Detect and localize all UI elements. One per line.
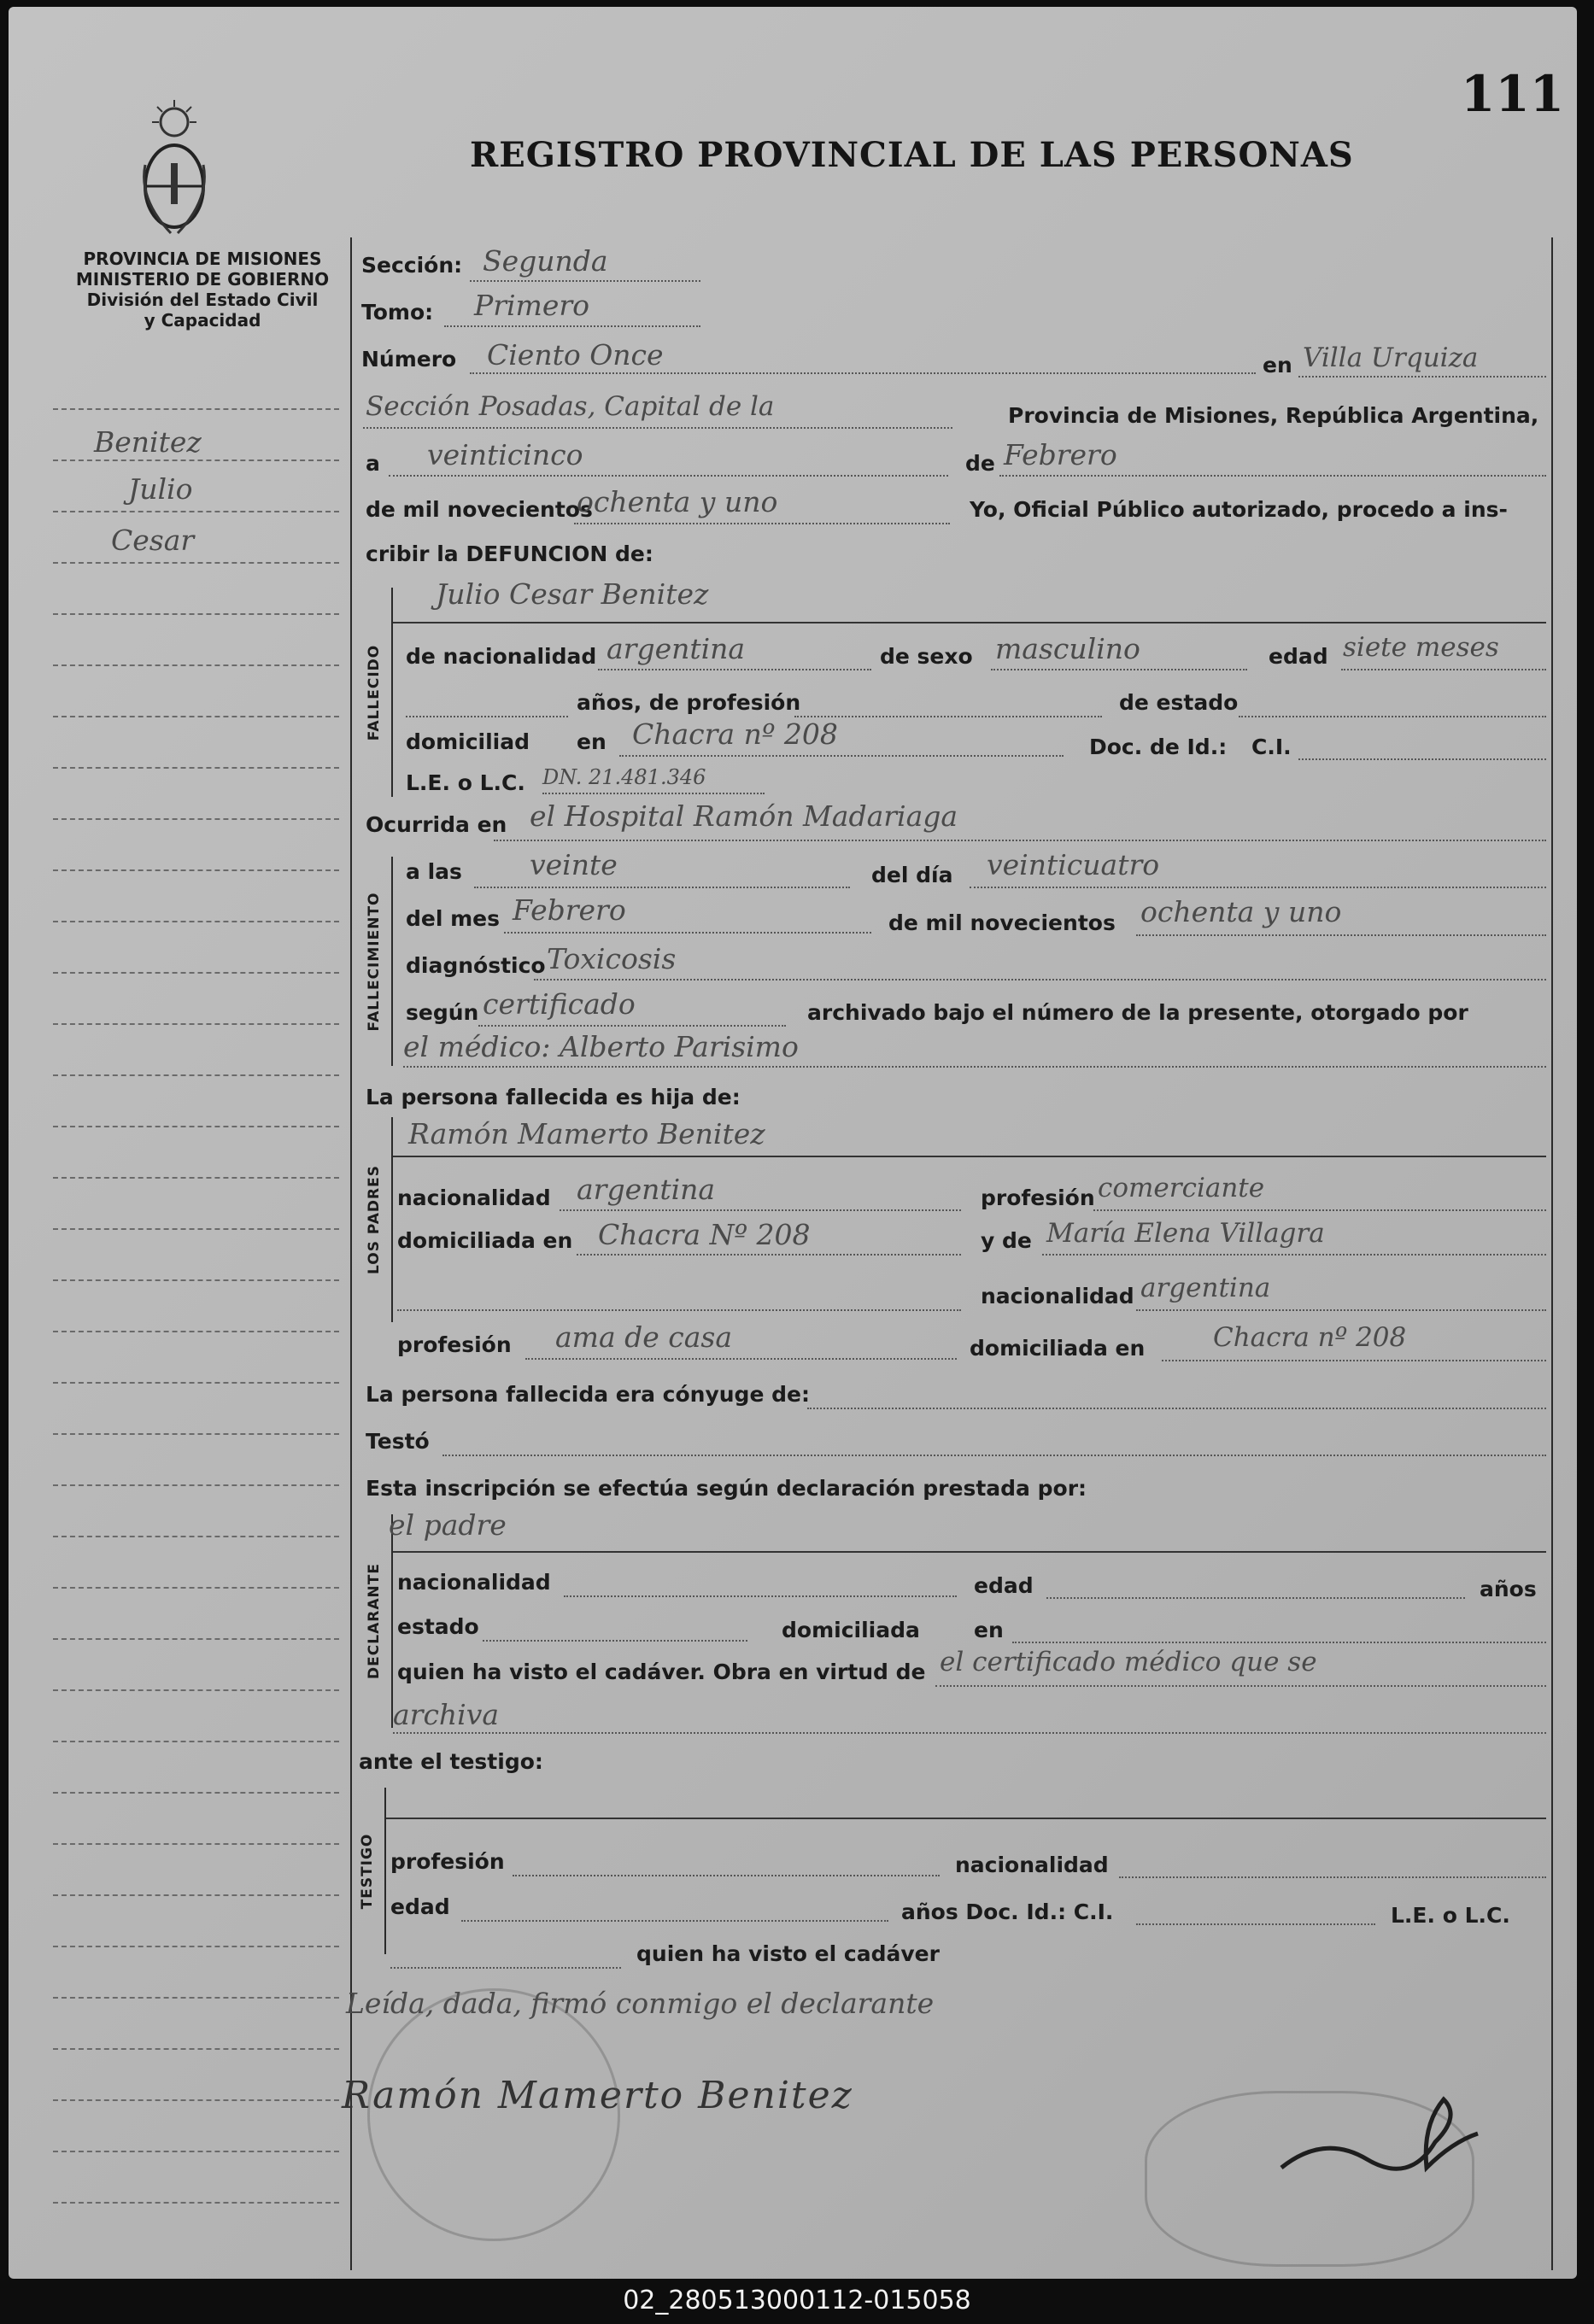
label-madre-domicilio: domiciliada en [970,1336,1146,1361]
label-ante-testigo: ante el testigo: [359,1749,543,1774]
org-line-1: PROVINCIA DE MISIONES [83,249,322,269]
label-testigo-nacionalidad: nacionalidad [955,1853,1109,1877]
label-madre-profesion: profesión [397,1332,512,1357]
label-conyuge: La persona fallecida era cónyuge de: [366,1382,810,1407]
label-inscripcion: Esta inscripción se efectúa según declaración prestada por: [366,1476,1087,1501]
value-diagnostico: Toxicosis [547,942,677,975]
value-sexo: masculino [995,632,1140,665]
value-obra: el certificado médico que se [940,1647,1317,1677]
margin-note-name1: Julio [128,472,193,506]
label-seccion: Sección: [361,253,463,278]
label-declarante-anos: años [1480,1577,1537,1601]
label-le-lc: L.E. o L.C. [406,770,525,795]
value-en: Villa Urquiza [1303,342,1479,373]
label-del-dia: del día [871,863,953,887]
org-line-2: MINISTERIO DE GOBIERNO [75,269,330,290]
org-line-4: y Capacidad [144,310,261,331]
page-number: 111 [1461,65,1565,123]
label-cribir: cribir la DEFUNCION de: [366,541,653,566]
label-padre-profesion: profesión [981,1185,1095,1210]
value-declarante: el padre [389,1508,507,1542]
label-a: a [366,451,380,476]
value-firma-declarante: Ramón Mamerto Benitez [342,2074,853,2117]
value-segun: certificado [483,987,636,1021]
label-testigo-edad: edad [390,1894,450,1919]
label-yo: Yo, Oficial Público autorizado, procedo a ins- [970,497,1508,522]
label-domiciliad: domiciliad [406,729,530,754]
value-tomo: Primero [474,289,589,322]
value-de: Febrero [1004,438,1117,471]
page-title: REGISTRO PROVINCIAL DE LAS PERSONAS [470,135,1354,175]
label-ocurrida: Ocurrida en [366,812,507,837]
coat-of-arms-emblem [137,97,212,250]
faint-stamp-left [367,1988,620,2241]
label-declarante-edad: edad [974,1573,1034,1598]
side-label-fallecido: FALLECIDO [366,644,383,741]
value-madre-domicilio: Chacra nº 208 [1213,1322,1407,1353]
label-de-nacionalidad: de nacionalidad [406,644,597,669]
label-ci: C.I. [1251,735,1292,759]
value-edad: siete meses [1343,632,1499,663]
side-label-testigo: TESTIGO [359,1833,376,1909]
side-label-padres: LOS PADRES [366,1165,383,1274]
value-seccion-posadas: Sección Posadas, Capital de la [366,391,775,422]
value-madre-nacionalidad: argentina [1140,1273,1271,1303]
value-padre-domicilio: Chacra Nº 208 [598,1218,811,1251]
label-de-sexo: de sexo [880,644,973,669]
label-numero: Número [361,347,457,372]
value-numero: Ciento Once [487,338,664,372]
image-footer-id: 02_280513000112-015058 [623,2286,971,2315]
value-madre-profesion: ama de casa [555,1320,733,1354]
label-doc-id: Doc. de Id.: [1089,735,1228,759]
value-a-las: veinte [530,848,618,881]
value-obra-2: archiva [393,1698,500,1731]
label-hija-de: La persona fallecida es hija de: [366,1085,741,1109]
value-medico: el médico: Alberto Parisimo [403,1030,799,1063]
label-testigo-le-lc: L.E. o L.C. [1391,1903,1510,1928]
label-diagnostico: diagnóstico [406,953,546,978]
label-declarante-en: en [974,1618,1004,1642]
value-seccion: Segunda [483,244,608,278]
label-archivado: archivado bajo el número de la presente, otorgado por [807,1000,1468,1025]
margin-note-surname: Benitez [94,425,202,459]
label-en: en [1263,353,1292,378]
value-le-lc: DN. 21.481.346 [542,765,706,789]
label-del-mes: del mes [406,906,501,931]
org-header [60,249,345,331]
label-de-estado: de estado [1119,690,1239,715]
label-de-mil-2: de mil novecientos [888,910,1116,935]
label-segun: según [406,1000,479,1025]
right-border-rule [1551,237,1553,2270]
label-y-de: y de [981,1228,1032,1253]
left-border-rule [350,237,352,2270]
label-testigo-quien-visto: quien ha visto el cadáver [636,1941,940,1966]
value-del-mes: Febrero [513,893,626,927]
label-testigo-profesion: profesión [390,1849,505,1874]
official-signature [1273,2082,1486,2193]
label-de-mil: de mil novecientos [366,497,593,522]
value-nacionalidad: argentina [607,632,746,665]
side-label-declarante: DECLARANTE [366,1563,383,1679]
label-en-domicilio: en [577,729,607,754]
value-padre-nacionalidad: argentina [577,1173,716,1206]
value-domicilio: Chacra nº 208 [632,717,838,751]
value-padre-profesion: comerciante [1098,1173,1265,1203]
value-padre: Ramón Mamerto Benitez [408,1117,765,1150]
value-leida: Leída, dada, firmó conmigo el declarante [346,1987,935,2020]
label-anos-profesion: años, de profesión [577,690,801,715]
document-sheet [9,7,1577,2279]
label-edad: edad [1269,644,1328,669]
label-declarante-domiciliada: domiciliada [782,1618,920,1642]
label-tomo: Tomo: [361,300,434,325]
value-nombre-fallecido: Julio Cesar Benitez [436,577,709,611]
label-madre-nacionalidad: nacionalidad [981,1284,1134,1308]
label-de: de [965,451,995,476]
org-line-3: División del Estado Civil [86,290,319,310]
label-padre-nacionalidad: nacionalidad [397,1185,551,1210]
value-ocurrida: el Hospital Ramón Madariaga [530,799,958,833]
label-declarante-nacionalidad: nacionalidad [397,1570,551,1595]
value-del-dia: veinticuatro [987,848,1160,881]
label-declarante-estado: estado [397,1614,479,1639]
margin-note-name2: Cesar [111,524,195,557]
label-testo: Testó [366,1429,430,1454]
value-de-mil-2: ochenta y uno [1140,895,1342,928]
value-madre: María Elena Villagra [1046,1218,1325,1249]
label-quien-visto: quien ha visto el cadáver. Obra en virtud de [397,1660,926,1684]
label-a-las: a las [406,859,462,884]
label-padre-domicilio: domiciliada en [397,1228,573,1253]
side-label-fallecimiento: FALLECIMIENTO [366,891,383,1032]
label-provincia: Provincia de Misiones, República Argentina, [1008,403,1539,428]
value-a: veinticinco [427,438,583,471]
label-testigo-doc: años Doc. Id.: C.I. [901,1900,1114,1924]
value-de-mil: ochenta y uno [577,485,778,518]
